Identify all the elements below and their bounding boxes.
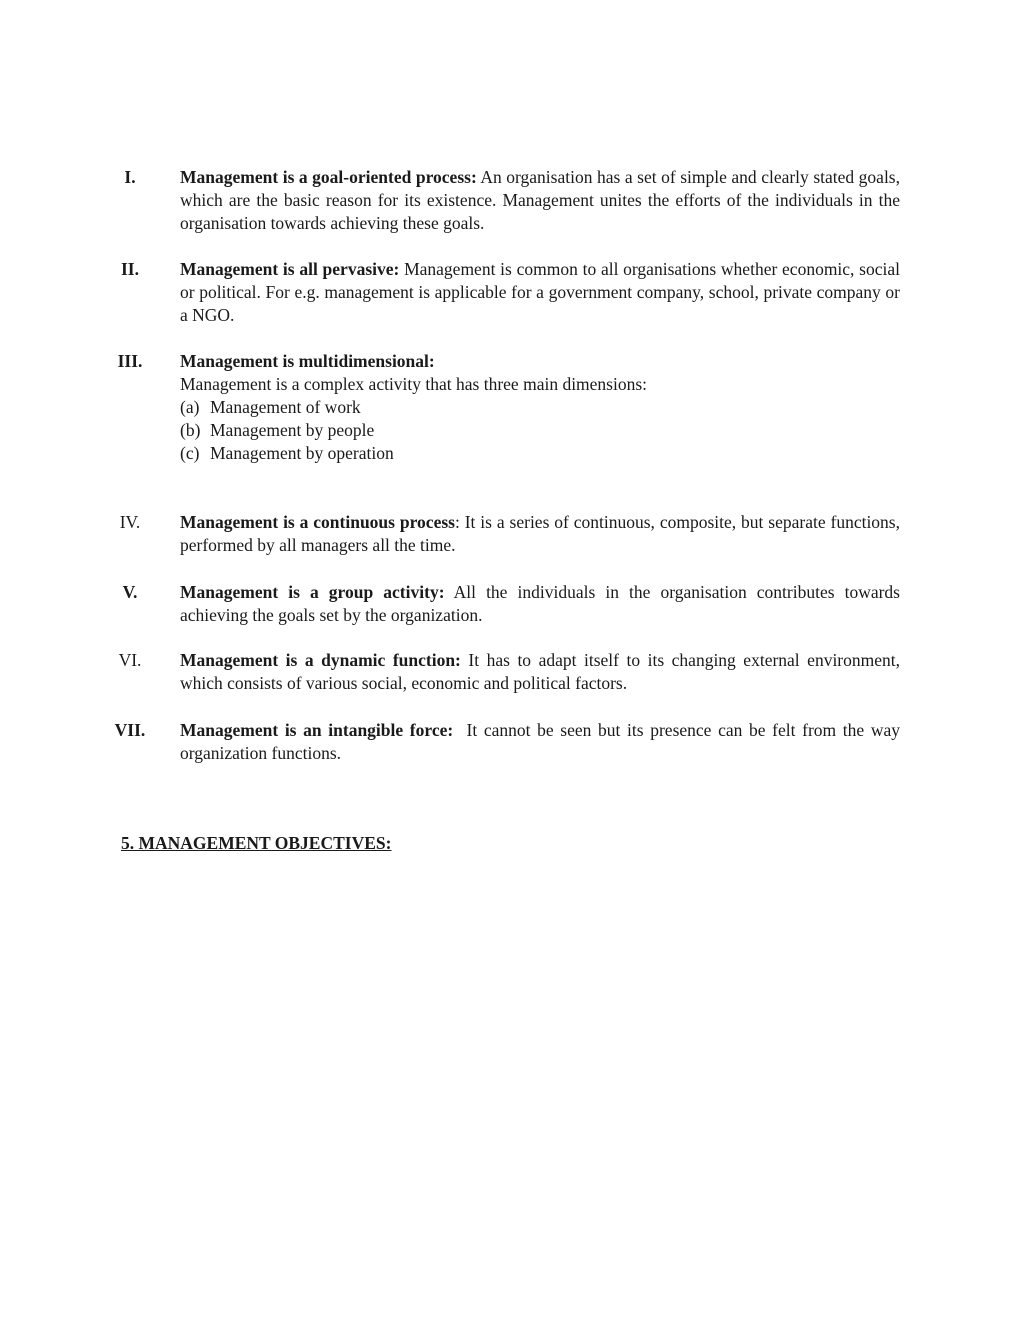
item-number: II. <box>121 259 139 279</box>
list-item-intangible-force <box>110 719 905 765</box>
item-number: I. <box>124 167 136 187</box>
item-title: Management is a continuous process <box>180 512 455 532</box>
sub-item-text: Management of work <box>210 397 361 417</box>
item-body <box>180 581 900 627</box>
list-item-all-pervasive <box>110 258 900 327</box>
item-text: All the individuals in the organisation contributes towards achieving the goals set by the organization. <box>180 582 900 625</box>
list-item-continuous-process <box>110 511 900 557</box>
item-body <box>180 719 905 765</box>
sub-item-text: Management by people <box>210 420 375 440</box>
item-title: Management is a group activity: <box>180 582 445 602</box>
list-item-group-activity <box>110 581 900 627</box>
item-title: Management is an intangible force: <box>180 720 454 740</box>
list-item-goal-oriented <box>110 166 900 235</box>
item-body <box>180 166 900 235</box>
item-number: III. <box>117 351 143 371</box>
item-body <box>180 350 900 465</box>
sub-item-label: (a) <box>180 397 200 417</box>
sub-item-label: (c) <box>180 443 200 463</box>
sub-list-item <box>180 419 900 442</box>
item-body <box>180 258 900 327</box>
item-title: Management is a goal-oriented process: <box>180 167 477 187</box>
item-number: V. <box>122 582 138 602</box>
sub-item-label: (b) <box>180 420 201 440</box>
item-title: Management is a dynamic function: <box>180 650 461 670</box>
list-item-dynamic-function <box>110 649 900 695</box>
item-text: An organisation has a set of simple and clearly stated goals, which are the basic reason for its existence. Management unites the efforts of the individuals in the organisation towards achieving these goals. <box>180 167 900 233</box>
sub-list-item <box>180 396 900 419</box>
item-number: IV. <box>119 512 141 532</box>
section-heading: 5. MANAGEMENT OBJECTIVES: <box>121 833 392 853</box>
item-text: Management is common to all organisations whether economic, social or political. For e.g. management is applicable for a government company, school, private company or a NGO. <box>180 259 900 325</box>
item-body <box>180 649 900 695</box>
item-title: Management is all pervasive: <box>180 259 400 279</box>
item-body <box>180 511 900 557</box>
item-number: VII. <box>114 720 146 740</box>
item-title: Management is multidimensional: <box>180 351 435 371</box>
item-text: Management is a complex activity that has three main dimensions: <box>180 374 648 394</box>
item-text: : It is a series of continuous, composite, but separate functions, performed by all managers all the time. <box>180 512 900 555</box>
item-number: VI. <box>118 650 142 670</box>
sub-item-text: Management by operation <box>210 443 394 463</box>
list-item-multidimensional <box>110 350 900 465</box>
sub-list-item <box>180 442 900 465</box>
item-text: It has to adapt itself to its changing external environment, which consists of various social, economic and political factors. <box>180 650 901 693</box>
item-text: It cannot be seen but its presence can be felt from the way organization functions. <box>180 720 905 763</box>
